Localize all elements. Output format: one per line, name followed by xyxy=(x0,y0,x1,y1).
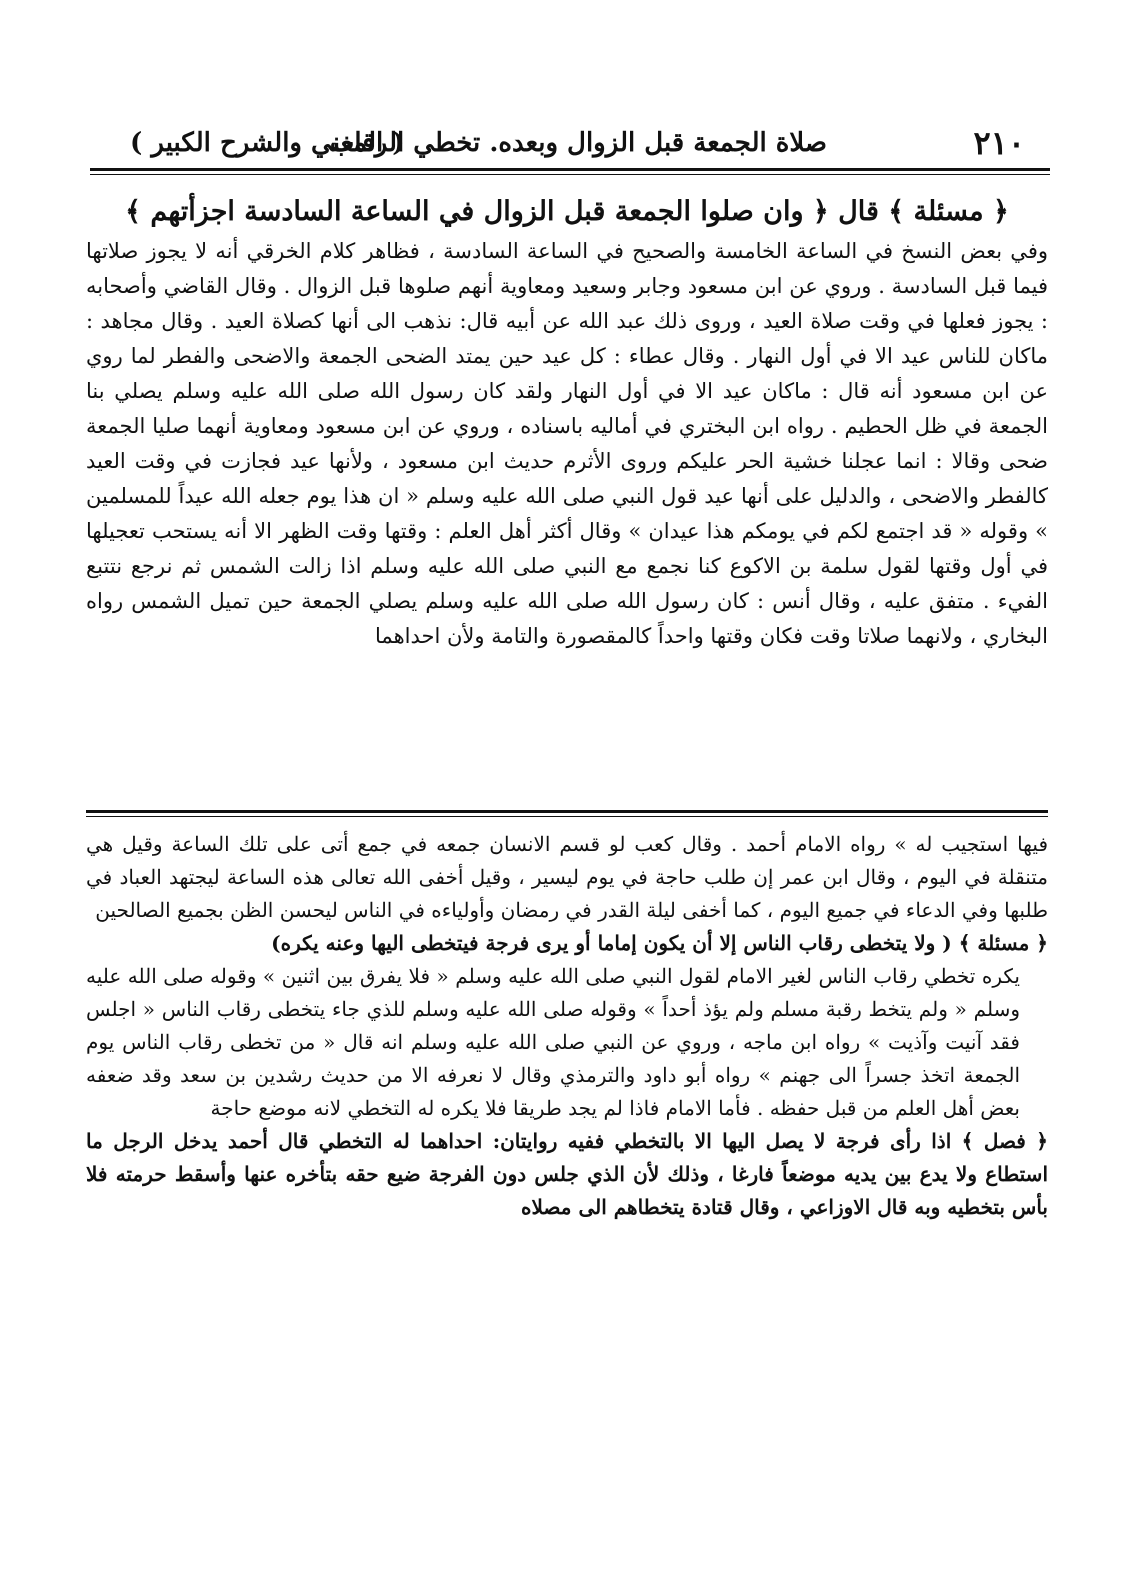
page-number: ٢١٠ xyxy=(973,124,1025,162)
masala-title: ﴿ مسئلة ﴾ قال ﴿ وان صلوا الجمعة قبل الزوال في الساعة السادسة اجزأتهم ﴾ xyxy=(125,196,1009,227)
fasl-paragraph: ﴿ فصل ﴾ اذا رأى فرجة لا يصل اليها الا بالتخطي ففيه روايتان: احداهما له التخطي قال أحمد يدخل الرجل ما استطاع ولا يدع بين يديه موضعاً فارغا ، وذلك لأن الذي جلس دون الفرجة ضيع حقه بتأخره عنها وأسقط حرمته فلا بأس بتخطيه وبه قال الاوزاعي ، وقال قتادة يتخطاهم الى مصلاه xyxy=(86,1129,1048,1219)
page-header xyxy=(92,118,1047,168)
commentary-paragraph: فيها استجيب له » رواه الامام أحمد . وقال كعب لو قسم الانسان جمعه في جمع أتى على تلك الساعة وقيل هي متنقلة في اليوم ، وقال ابن عمر إن طلب حاجة في يوم ليسير ، وقيل أخفى الله تعالى هذه الساعة ليجتهد العباد في طلبها وفي الدعاء في جميع اليوم ، كما أخفى ليلة القدر في رمضان وأولياءه في الناس ليحسن الظن بجميع الصالحين xyxy=(86,832,1049,922)
main-paragraph: وفي بعض النسخ في الساعة الخامسة والصحيح في الساعة السادسة ، فظاهر كلام الخرقي أنه لا يجوز صلاتها فيما قبل السادسة . وروي عن ابن مسعود وجابر وسعيد ومعاوية أنهم صلوها قبل الزوال . وقال القاضي وأصحابه : يجوز فعلها في وقت صلاة العيد ، وروى ذلك عبد الله عن أبيه قال: نذهب الى أنها كصلاة العيد . وقال مجاهد : ماكان للناس عيد الا في أول النهار . وقال عطاء : كل عيد حين يمتد الضحى الجمعة والاضحى والفطر لما روي عن ابن مسعود أنه قال : ماكان عيد الا في أول النهار ولقد كان رسول الله صلى الله عليه وسلم يصلي بنا الجمعة في ظل الحطيم . رواه ابن البختري في أماليه باسناده ، وروي عن ابن مسعود ومعاوية أنهما صليا الجمعة ضحى وقالا : انما عجلنا خشية الحر عليكم وروى الأثرم حديث ابن مسعود ، ولأنها عيد فجازت في وقت العيد كالفطر والاضحى ، والدليل على أنها عيد قول النبي صلى الله عليه وسلم « ان هذا يوم جعله الله عيداً للمسلمين » وقوله « قد اجتمع لكم في يومكم هذا عيدان » وقال أكثر أهل العلم : وقتها وقت الظهر الا أنه يستحب تعجيلها في أول وقتها لقول سلمة بن الاكوع كنا نجمع مع النبي صلى الله عليه وسلم اذا زالت الشمس ثم نرجع نتتبع الفيء . متفق عليه ، وقال أنس : كان رسول الله صلى الله عليه وسلم يصلي الجمعة حين تميل الشمس رواه البخاري ، ولانهما صلاتا وقت فكان وقتها واحداً كالمقصورة والتامة ولأن احداهما xyxy=(86,239,1048,648)
main-text xyxy=(86,190,1048,654)
commentary-text xyxy=(86,828,1048,1224)
section-divider xyxy=(86,810,1048,813)
header-rule xyxy=(90,168,1050,171)
header-rule-thin xyxy=(90,174,1050,175)
book-title: ( المغني والشرح الكبير ) xyxy=(130,128,405,158)
section-title: صلاة الجمعة قبل الزوال وبعده. تخطي الرقاب xyxy=(329,128,827,158)
masala-paragraph: يكره تخطي رقاب الناس لغير الامام لقول النبي صلى الله عليه وسلم « فلا يفرق بين اثنين » وقوله صلى الله عليه وسلم « ولم يتخط رقبة مسلم ولم يؤذ أحداً » وقوله صلى الله عليه وسلم للذي جاء يتخطى رقاب الناس « اجلس فقد آنيت وآذيت » رواه ابن ماجه ، وروي عن النبي صلى الله عليه وسلم انه قال « من تخطى رقاب الناس يوم الجمعة اتخذ جسراً الى جهنم » رواه أبو داود والترمذي وقال لا نعرفه الا من حديث رشدين بن سعد وقد ضعفه بعض أهل العلم من قبل حفظه . فأما الامام فاذا لم يجد طريقا فلا يكره له التخطي لانه موضع حاجة xyxy=(86,964,1020,1120)
section-divider-thin xyxy=(86,816,1048,817)
masala-heading: ﴿ مسئلة ﴾ ( ولا يتخطى رقاب الناس إلا أن يكون إماما أو يرى فرجة فيتخطى اليها وعنه يكره) xyxy=(271,931,1048,955)
